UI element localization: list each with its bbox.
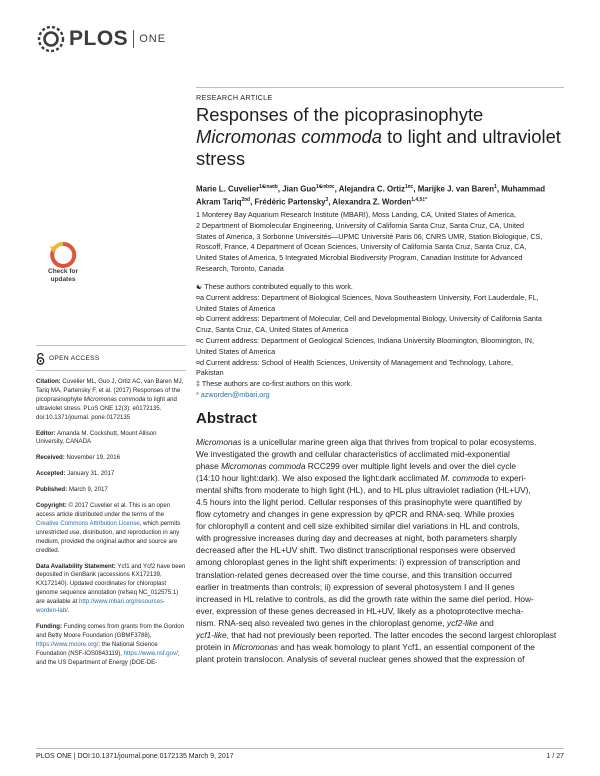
- check-updates-line2: updates: [50, 276, 76, 283]
- abstract-text: and: [477, 617, 494, 628]
- abstract-heading: Abstract: [196, 410, 257, 427]
- author-note-line: ¤a Current address: Department of Biological Sciences, Nova Southeastern University, Fort Lauderdale, FL,: [196, 292, 539, 302]
- open-access-lock-icon: [36, 353, 45, 365]
- abstract-text: among chloroplast genes in the light shift experiments: i) expression of transcription and: [196, 557, 521, 568]
- editor-label: Editor:: [36, 429, 56, 437]
- abstract-text: decreased after the HL+UV shift. Two distinct transcriptional responses were observed: [196, 545, 516, 556]
- funding: [36, 623, 186, 668]
- abstract-text: nism. RNA-seq also revealed two genes in the chloroplast genome,: [196, 617, 447, 628]
- author-name: Frédéric Partensky: [254, 197, 326, 207]
- abstract-line: [196, 605, 568, 617]
- abstract-text: content and cell size exhibited similar diel variations in HL and controls,: [254, 521, 520, 532]
- abstract-italic-term: a: [250, 521, 255, 532]
- abstract-italic-term: Micromonas: [232, 641, 279, 652]
- affiliation-line: Research, Toronto, Canada: [196, 263, 284, 273]
- abstract-line: [196, 544, 568, 556]
- accepted-date: [36, 470, 186, 479]
- citation-label: Citation:: [36, 378, 61, 385]
- abstract-line: [196, 520, 568, 532]
- article-title: [196, 104, 566, 170]
- plos-one-logo: [36, 24, 166, 54]
- abstract-text: ever, expression of these genes decreased in HL+UV, likely as a photoprotective mecha-: [196, 605, 524, 616]
- abstract-italic-term: Micromonas commoda: [221, 461, 306, 472]
- check-for-updates-label[interactable]: [36, 268, 90, 284]
- author-note-line: ☯ These authors contributed equally to this work.: [196, 282, 353, 291]
- abstract-line: [196, 436, 568, 448]
- abstract-line: [196, 581, 568, 593]
- abstract-line: [196, 593, 568, 605]
- title-rest: to light and ultraviolet stress: [196, 126, 561, 169]
- citation-italic: Micromonas commoda: [83, 395, 146, 403]
- author-affiliation-marker: 1¤c: [404, 184, 414, 190]
- funding-text1: Funding comes from grants from the Gordon and Betty Moore Foundation (GBMF3788),: [36, 622, 184, 639]
- abstract-italic-term: Micromonas: [196, 437, 242, 447]
- author-affiliation-marker: 1: [494, 184, 497, 190]
- abstract-line: [196, 460, 568, 472]
- editor: [36, 430, 186, 448]
- citation: [36, 378, 186, 423]
- author-note-line: United States of America: [196, 303, 276, 313]
- author-list: Marie L. Cuvelier$^{1☯¤a¤b}$, Jian Guo$^{1☯¤b¤c}$, Alejandra C. Ortiz$^{1¤c}$, Marijke J. van Baren$^1$, Muhammad Akram Tariq$^{2¤d}$, Frédéric Partensky$^3$, Alexandra Z. Worden$^{1,4,5\ddagger*}$: [196, 184, 546, 207]
- abstract-text: protein in: [196, 641, 233, 652]
- title-line1: Responses of the picoprasinophyte: [196, 104, 484, 125]
- abstract-line: [196, 569, 568, 581]
- abstract-line: [196, 653, 568, 665]
- published-label: Published:: [36, 486, 68, 494]
- author-note-line: ¤d Current address: School of Health Sciences, University of Management and Technology, Lahore,: [196, 357, 513, 367]
- author-note-line: Cruz, Santa Cruz, CA, United States of America: [196, 325, 349, 335]
- editor-text: Amanda M. Cockshutt, Mount Allison University, CANADA: [36, 429, 157, 446]
- abstract-text: We investigated the growth and cellular characteristics of acclimated mid-exponential: [196, 449, 510, 460]
- article-type: RESEARCH ARTICLE: [196, 93, 273, 102]
- author-name: Muhammad Akram Tariq: [196, 184, 546, 207]
- affiliations: [196, 210, 566, 275]
- author-name: Alexandra Z. Worden: [332, 197, 412, 207]
- author-name: Jian Guo: [282, 184, 316, 194]
- author-affiliation-marker: 1,4,5‡*: [411, 197, 428, 204]
- sidebar-rule-top: [36, 345, 186, 346]
- author-affiliation-marker: 1☯¤b¤c: [315, 184, 335, 190]
- abstract-text: increased in HL relative to controls, as did the growth rate within the same diel period. How-: [196, 593, 534, 604]
- funding-link-moore[interactable]: https://www.moore.org/: [36, 640, 99, 648]
- funding-label: Funding:: [36, 622, 63, 630]
- abstract-text: to experi-: [488, 473, 527, 484]
- abstract-text: phase: [196, 461, 222, 472]
- published-text: March 9, 2017: [67, 486, 108, 494]
- author-name: Marie L. Cuvelier: [196, 184, 260, 194]
- abstract-line: [196, 556, 568, 568]
- abstract-line: [196, 484, 568, 496]
- citation-text: Cuvelier ML, Guo J, Ortiz AC, van Baren MJ, Tariq MA, Partensky F, et al. (2017) Responses of the picoprasinophyte: [36, 378, 184, 403]
- check-updates-line1: Check for: [48, 268, 78, 275]
- copyright-label: Copyright:: [36, 502, 67, 510]
- plos-logo-icon: [36, 24, 66, 54]
- author-note-line: ‡ These authors are co-first authors on this work.: [196, 379, 353, 389]
- abstract-line: [196, 508, 568, 520]
- affiliation-line: Roscoff, France, 4 Department of Ocean Sciences, University of California Santa Cruz, Santa Cruz, CA,: [196, 242, 527, 252]
- abstract-line: [196, 532, 568, 544]
- received-label: Received:: [36, 454, 65, 462]
- title-italic: Micromonas commoda: [196, 126, 383, 147]
- author-note-line: ¤b Current address: Department of Molecular, Cell and Developmental Biology, University of California Santa: [196, 314, 542, 324]
- abstract-line: [196, 641, 568, 653]
- funding-text2: ; the National Science Foundation (NSF-IOS0843119),: [36, 640, 158, 657]
- received-date: [36, 454, 186, 463]
- license-link[interactable]: Creative Commons Attribution License: [36, 519, 140, 527]
- abstract-body: [196, 436, 568, 665]
- accepted-text: January 31, 2017: [65, 470, 115, 478]
- author-notes: [196, 282, 566, 401]
- author-note-line: United States of America: [196, 346, 276, 356]
- abstract-text: and has weak homology to plant Ycf1, an essential component of the: [278, 641, 535, 652]
- author-affiliation-marker: 1☯¤a¤b: [259, 184, 278, 190]
- affiliation-line: 2 Department of Biomolecular Engineering, University of California Santa Cruz, Santa Cruz, CA, United: [196, 220, 524, 230]
- abstract-text: for chlorophyll: [196, 521, 251, 532]
- data-availability-text1: Ycf1 and Ycf2 have been deposited in GenBank (accessions KX172139, KX172140). Updated coordinates for chloroplast genome sequence annotation (refseq NC_012575.1) are available at: [36, 562, 186, 606]
- article-info-sidebar: [36, 340, 186, 674]
- data-availability-text2: .: [67, 607, 70, 615]
- footer-rule: [36, 748, 564, 749]
- copyright-text2: , which permits unrestricted use, distribution, and reproduction in any medium, provided the original author and source are credited.: [36, 519, 181, 554]
- logo-separator: [133, 30, 134, 48]
- author-name: Alejandra C. Ortiz: [338, 184, 405, 194]
- header-rule: [196, 87, 564, 88]
- abstract-text: earlier in treatments than controls; ii) expression of several photosystem I and II genes: [196, 581, 515, 592]
- abstract-text: (14:10 hour light:dark). We also exposed the light:dark acclimated: [196, 473, 441, 484]
- received-text: November 19, 2016: [64, 454, 121, 462]
- corresponding-email[interactable]: * azworden@mbari.org: [196, 389, 270, 399]
- abstract-italic-term: ycf1-like: [196, 629, 227, 640]
- author-note-line: ¤c Current address: Department of Geological Sciences, Indiana University Bloomington, Bloomington, IN,: [196, 335, 534, 345]
- affiliation-line: States of America, 3 Sorbonne Universités—UPMC Université Paris 06, CNRS UMR, Station Biologique, CS,: [196, 231, 543, 241]
- affiliation-line: United States of America, 5 Integrated Microbial Biodiversity Program, Canadian Institute for Advanced: [196, 253, 523, 263]
- abstract-text: flow cytometry and changes in gene expression by qPCR and RNA-seq. While proxies: [196, 509, 515, 520]
- abstract-italic-term: ycf2-like: [446, 617, 478, 628]
- data-availability-label: Data Availability Statement:: [36, 562, 116, 570]
- data-availability-link[interactable]: http://www.mbari.org/resources-worden-lab/: [36, 598, 166, 615]
- author-name: Marijke J. van Baren: [417, 184, 495, 194]
- abstract-text: mental shifts from moderate to high light (HL), and to HL plus ultraviolet radiation (HL+UV),: [196, 485, 531, 496]
- abstract-line: [196, 448, 568, 460]
- accepted-label: Accepted:: [36, 470, 66, 478]
- abstract-line: [196, 472, 568, 484]
- funding-link-nsf[interactable]: https://www.nsf.gov/: [123, 649, 178, 657]
- open-access-badge: [36, 353, 186, 365]
- affiliation-line: 1 Monterey Bay Aquarium Research Institute (MBARI), Moss Landing, CA, United States of America,: [196, 210, 516, 219]
- abstract-text: plant protein translocon. Analysis of several nuclear genes showed that the expression of: [196, 653, 525, 664]
- open-access-label: OPEN ACCESS: [49, 354, 100, 362]
- abstract-italic-term: M. commoda: [440, 473, 489, 484]
- author-affiliation-marker: 3: [325, 197, 329, 204]
- author-note-line: Pakistan: [196, 368, 224, 378]
- abstract-line: [196, 617, 568, 629]
- abstract-line: [196, 629, 568, 641]
- abstract-text: is a unicellular marine green alga that thrives from tropical to polar ecosystems.: [241, 437, 537, 447]
- author-affiliation-marker: 2¤d: [241, 197, 251, 204]
- sidebar-rule-bottom: [36, 370, 186, 371]
- data-availability: [36, 563, 186, 616]
- abstract-text: translation-related genes decreased over the time course, and this transition occurred: [196, 569, 512, 580]
- funding-text3: ; and the US Department of Energy (DOE-DE-: [36, 649, 180, 666]
- footer-citation: PLOS ONE | DOI:10.1371/journal.pone.0172135 March 9, 2017: [36, 753, 234, 760]
- abstract-text: , that had not previously been reported. The latter encodes the second largest chloroplast: [226, 629, 557, 640]
- published-date: [36, 486, 186, 495]
- citation-text2: to light and ultraviolet stress. PLoS ONE 12(3): e0172135. doi:10.1371/journal. pone.0172135: [36, 395, 177, 421]
- abstract-text: with progressive increases during day and decreases at night, both parameters sharply: [196, 533, 517, 544]
- page-number: 1 / 27: [546, 753, 564, 760]
- copyright-text1: © 2017 Cuvelier et al. This is an open access article distributed under the terms of the: [36, 502, 171, 518]
- logo-plos-text: PLOS: [69, 27, 129, 50]
- copyright: [36, 502, 186, 555]
- abstract-line: [196, 496, 568, 508]
- logo-one-text: ONE: [139, 33, 167, 45]
- abstract-text: 4.5 hours into the light period. Cellular responses of this prasinophyte were quantified by: [196, 497, 523, 508]
- abstract-text: RCC299 over multiple light levels and over the diel cycle: [305, 461, 517, 472]
